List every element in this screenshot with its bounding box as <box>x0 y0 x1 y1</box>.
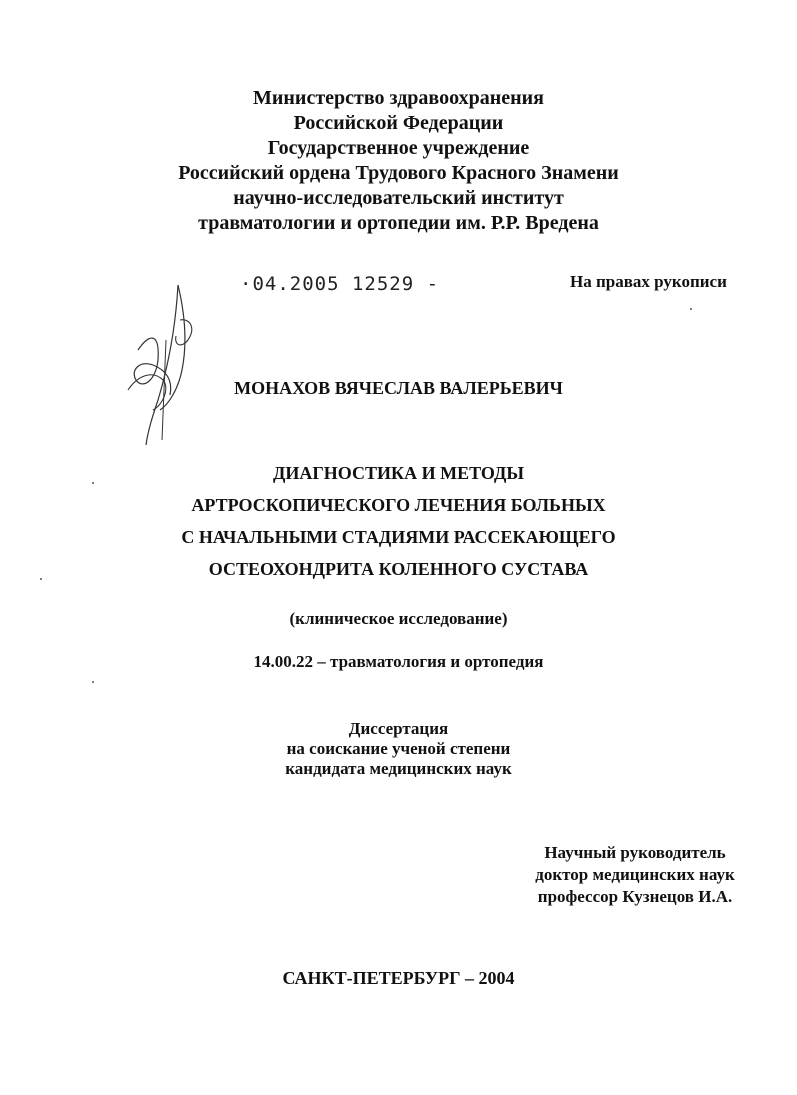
dissertation-title <box>0 457 797 585</box>
subtitle: (клиническое исследование) <box>289 609 508 628</box>
degree-info <box>0 719 797 779</box>
supervisor-block <box>510 842 760 908</box>
institution-line: Российской Федерации <box>293 112 504 134</box>
institution-line: Государственное учреждение <box>267 137 530 159</box>
supervisor-line: профессор Кузнецов И.А. <box>537 887 733 906</box>
institution-line: травматологии и ортопедии им. Р.Р. Вредена <box>198 212 599 234</box>
degree-line: на соискание ученой степени <box>286 739 511 758</box>
scan-speck <box>40 578 42 580</box>
supervisor-line: доктор медицинских наук <box>535 865 735 884</box>
title-line: ДИАГНОСТИКА И МЕТОДЫ <box>272 463 525 483</box>
degree-line: Диссертация <box>348 719 449 738</box>
institution-header <box>0 86 797 236</box>
institution-line: научно-исследовательский институт <box>233 187 564 209</box>
title-line: АРТРОСКОПИЧЕСКОГО ЛЕЧЕНИЯ БОЛЬНЫХ <box>191 495 606 515</box>
title-line: ОСТЕОХОНДРИТА КОЛЕННОГО СУСТАВА <box>208 559 589 579</box>
supervisor-line: Научный руководитель <box>544 843 726 862</box>
scan-speck <box>690 308 692 310</box>
institution-line: Российский ордена Трудового Красного Знамени <box>178 162 619 184</box>
registration-stamp: ·04.2005 12529 - <box>240 273 440 295</box>
scan-speck <box>92 482 94 484</box>
specialty: 14.00.22 – травматология и ортопедия <box>253 652 544 671</box>
author-name: МОНАХОВ ВЯЧЕСЛАВ ВАЛЕРЬЕВИЧ <box>234 378 563 398</box>
manuscript-note: На правах рукописи <box>570 272 727 291</box>
degree-line: кандидата медицинских наук <box>285 759 512 778</box>
handwritten-signature <box>118 280 208 450</box>
institution-line: Министерство здравоохранения <box>253 87 544 109</box>
city-year: САНКТ-ПЕТЕРБУРГ – 2004 <box>282 968 515 988</box>
scan-speck <box>92 681 94 683</box>
title-line: С НАЧАЛЬНЫМИ СТАДИЯМИ РАССЕКАЮЩЕГО <box>181 527 616 547</box>
